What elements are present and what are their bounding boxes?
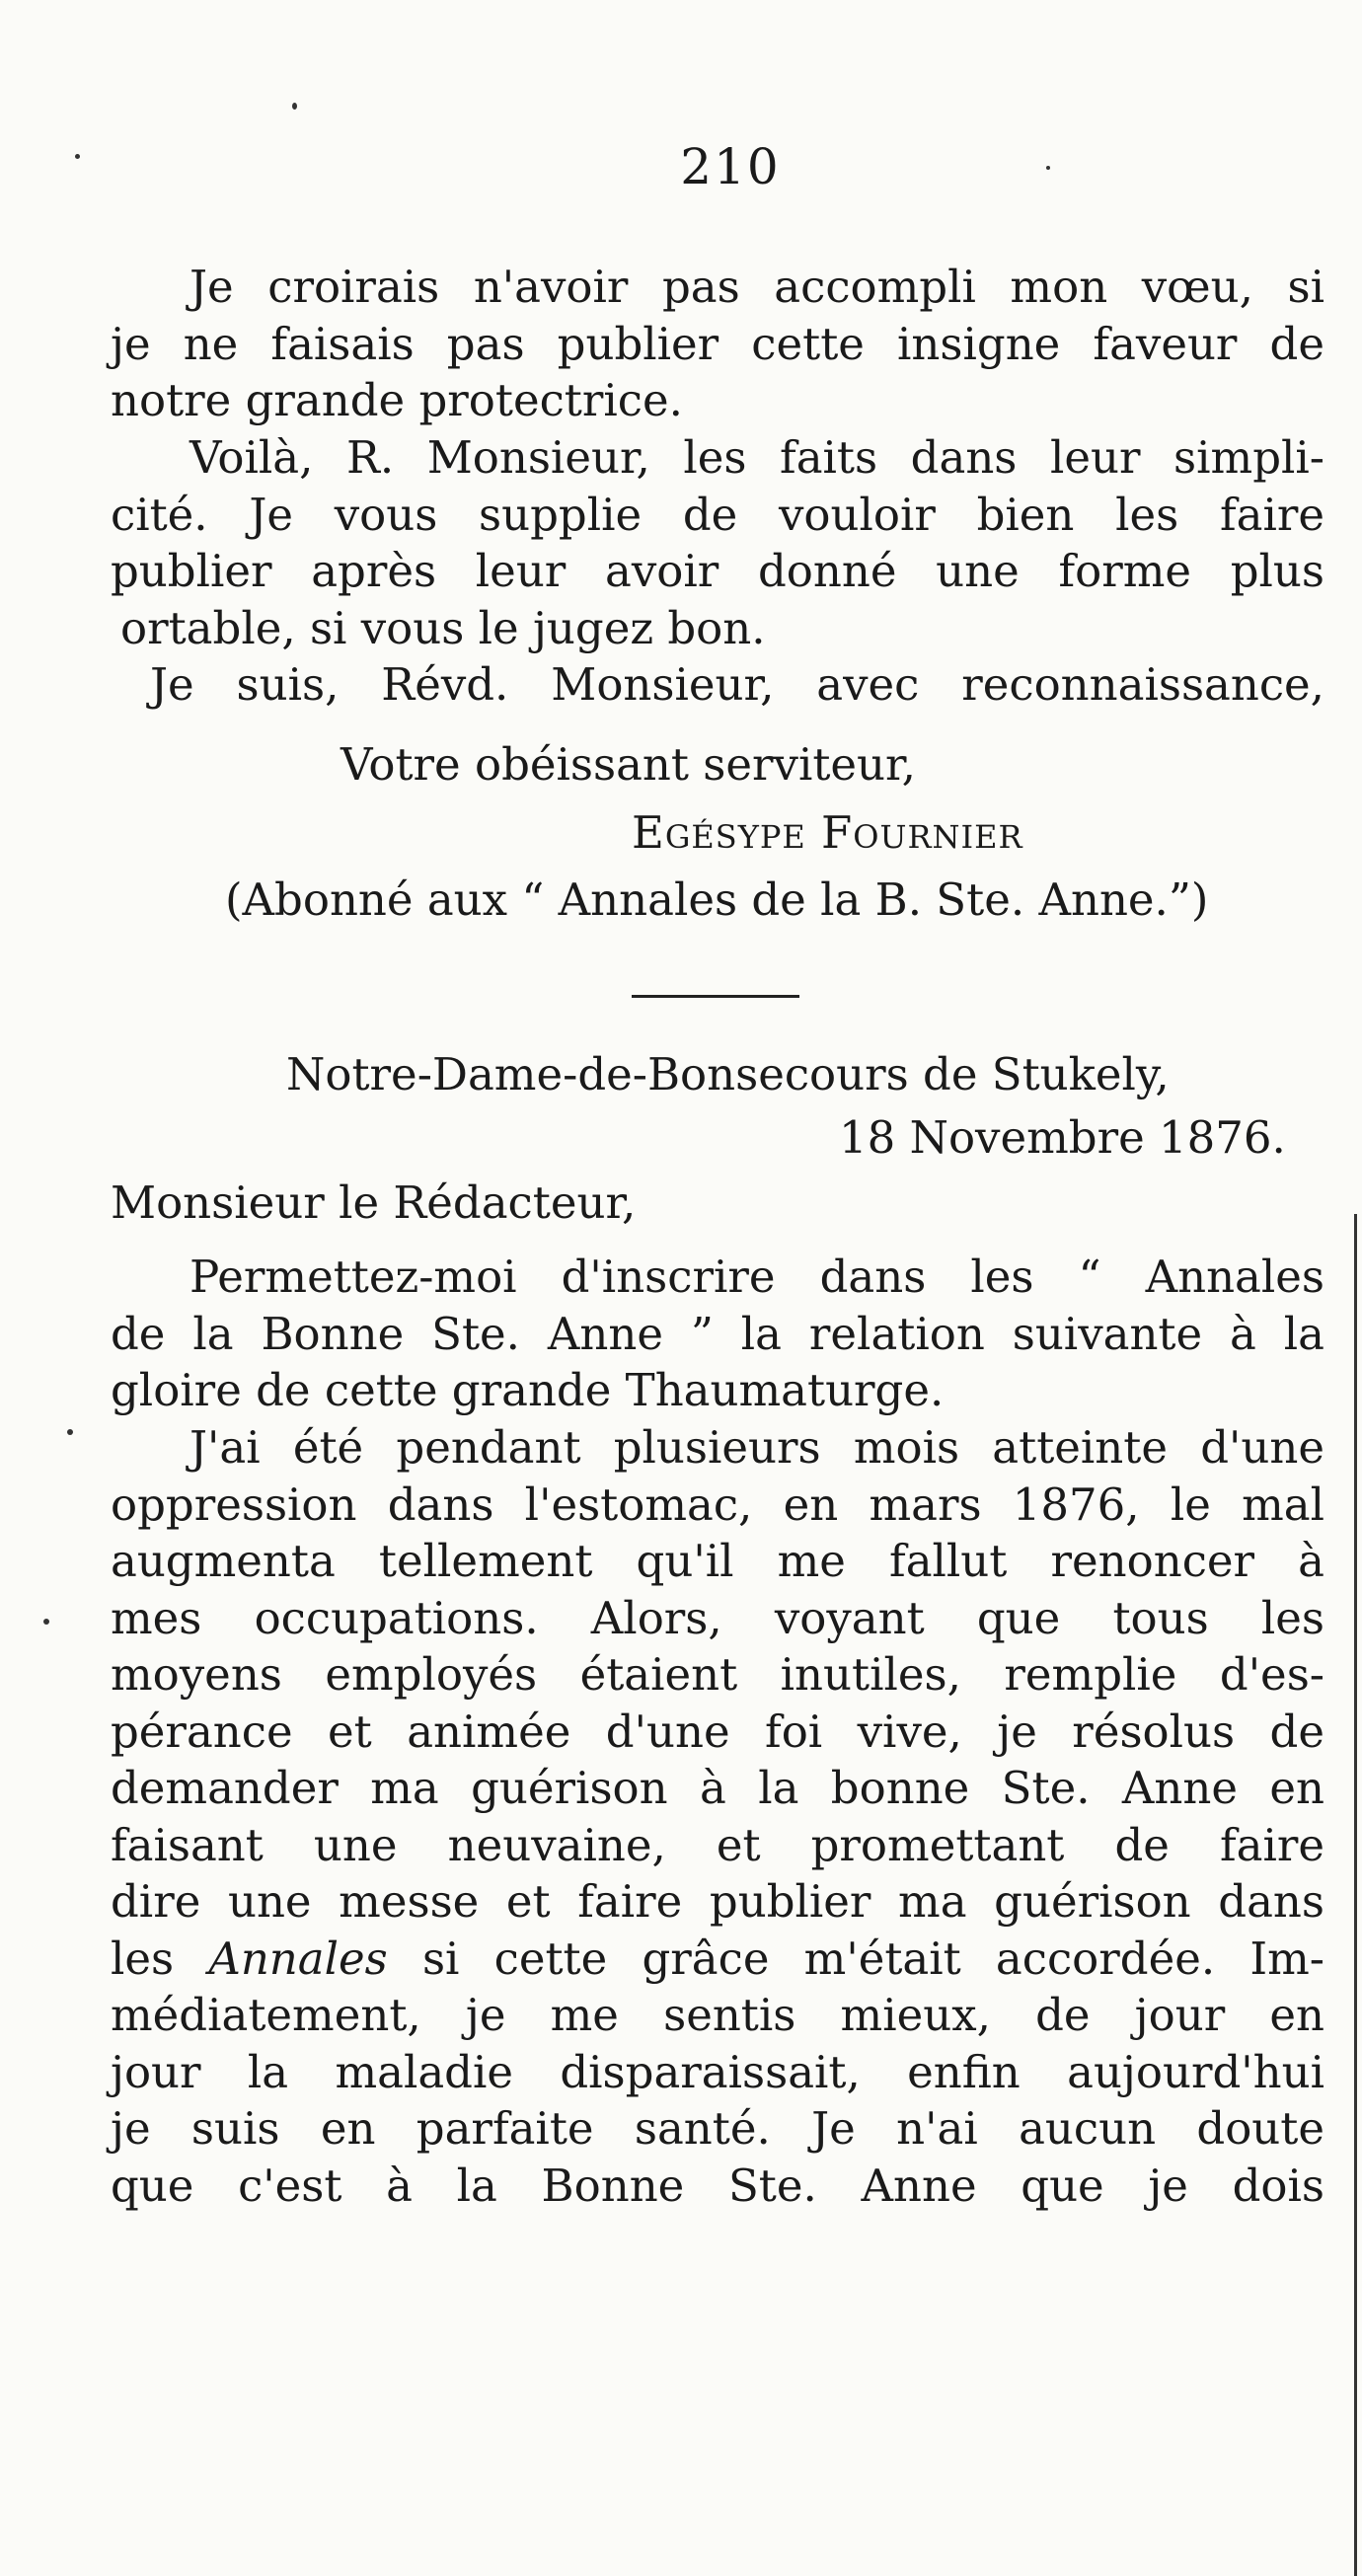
letter-place: Notre-Dame-de-Bonsecours de Stukely, [286, 1048, 1170, 1100]
paragraph-permission [111, 1249, 1324, 1419]
text-line: médiatement, je me sentis mieux, de jour en [111, 1989, 1324, 2041]
text-line: Voilà, R. Monsieur, les faits dans leur simpli- [189, 431, 1324, 484]
text-line: oppression dans l'estomac, en mars 1876, le mal [111, 1477, 1324, 1531]
paragraph-testimony [111, 1419, 1324, 2214]
text-line: Permettez-moi d'inscrire dans les “ Annales [189, 1250, 1324, 1303]
letter-date: 18 Novembre 1876. [839, 1111, 1286, 1164]
italic-title: Annales [208, 1932, 388, 1985]
scan-speck [67, 1429, 73, 1435]
text-line: Je croirais n'avoir pas accompli mon vœu, si [189, 261, 1324, 313]
scan-speck [292, 103, 297, 110]
scan-speck [75, 154, 80, 159]
text-line: jour la maladie disparaissait, enfin aujourd'hui [111, 2045, 1324, 2098]
text-line: demander ma guérison à la bonne Ste. Anne en [111, 1762, 1324, 1814]
text-fragment: si cette grâce m'était accordée. Im- [387, 1932, 1325, 1985]
subscriber-note: (Abonné aux “ Annales de la B. Ste. Anne.”) [225, 873, 1209, 926]
section-divider [632, 995, 799, 998]
text-fragment: les [111, 1932, 209, 1985]
text-line: moyens employés étaient inutiles, remplie d'es- [111, 1648, 1324, 1701]
scan-speck [43, 1619, 49, 1625]
paragraph-request [111, 429, 1324, 714]
text-line: Je suis, Révd. Monsieur, avec reconnaissance, [150, 658, 1324, 711]
text-line: gloire de cette grande Thaumaturge. [111, 1364, 945, 1416]
text-line: publier après leur avoir donné une forme plus [111, 545, 1324, 597]
text-line: notre grande protectrice. [111, 374, 683, 426]
closing-line: Votre obéissant serviteur, [340, 738, 916, 791]
scan-edge-line [1354, 1214, 1357, 2576]
text-line: dire une messe et faire publier ma guérison dans [111, 1875, 1324, 1928]
text-line: je ne faisais pas publier cette insigne faveur de [111, 317, 1324, 370]
text-line: faisant une neuvaine, et promettant de faire [111, 1818, 1324, 1871]
text-line: mes occupations. Alors, voyant que tous les [111, 1591, 1324, 1644]
text-line: J'ai été pendant plusieurs mois atteinte d'une [189, 1421, 1324, 1474]
text-line: que c'est à la Bonne Ste. Anne que je dois [111, 2159, 1324, 2212]
paragraph-vow [111, 259, 1324, 429]
text-line: ortable, si vous le jugez bon. [120, 601, 766, 654]
text-line: pérance et animée d'une foi vive, je résolus de [111, 1705, 1324, 1758]
text-line: de la Bonne Ste. Anne ” la relation suivante à la [111, 1307, 1324, 1360]
text-line: cité. Je vous supplie de vouloir bien les faire [111, 488, 1324, 541]
signature: Egésype Fournier [632, 806, 1023, 859]
page-number: 210 [680, 138, 781, 195]
text-line: je suis en parfaite santé. Je n'ai aucun doute [111, 2102, 1324, 2155]
text-line [111, 1931, 1324, 1988]
scan-speck [1046, 166, 1050, 170]
salutation: Monsieur le Rédacteur, [111, 1176, 637, 1229]
text-line: augmenta tellement qu'il me fallut renoncer à [111, 1535, 1324, 1587]
